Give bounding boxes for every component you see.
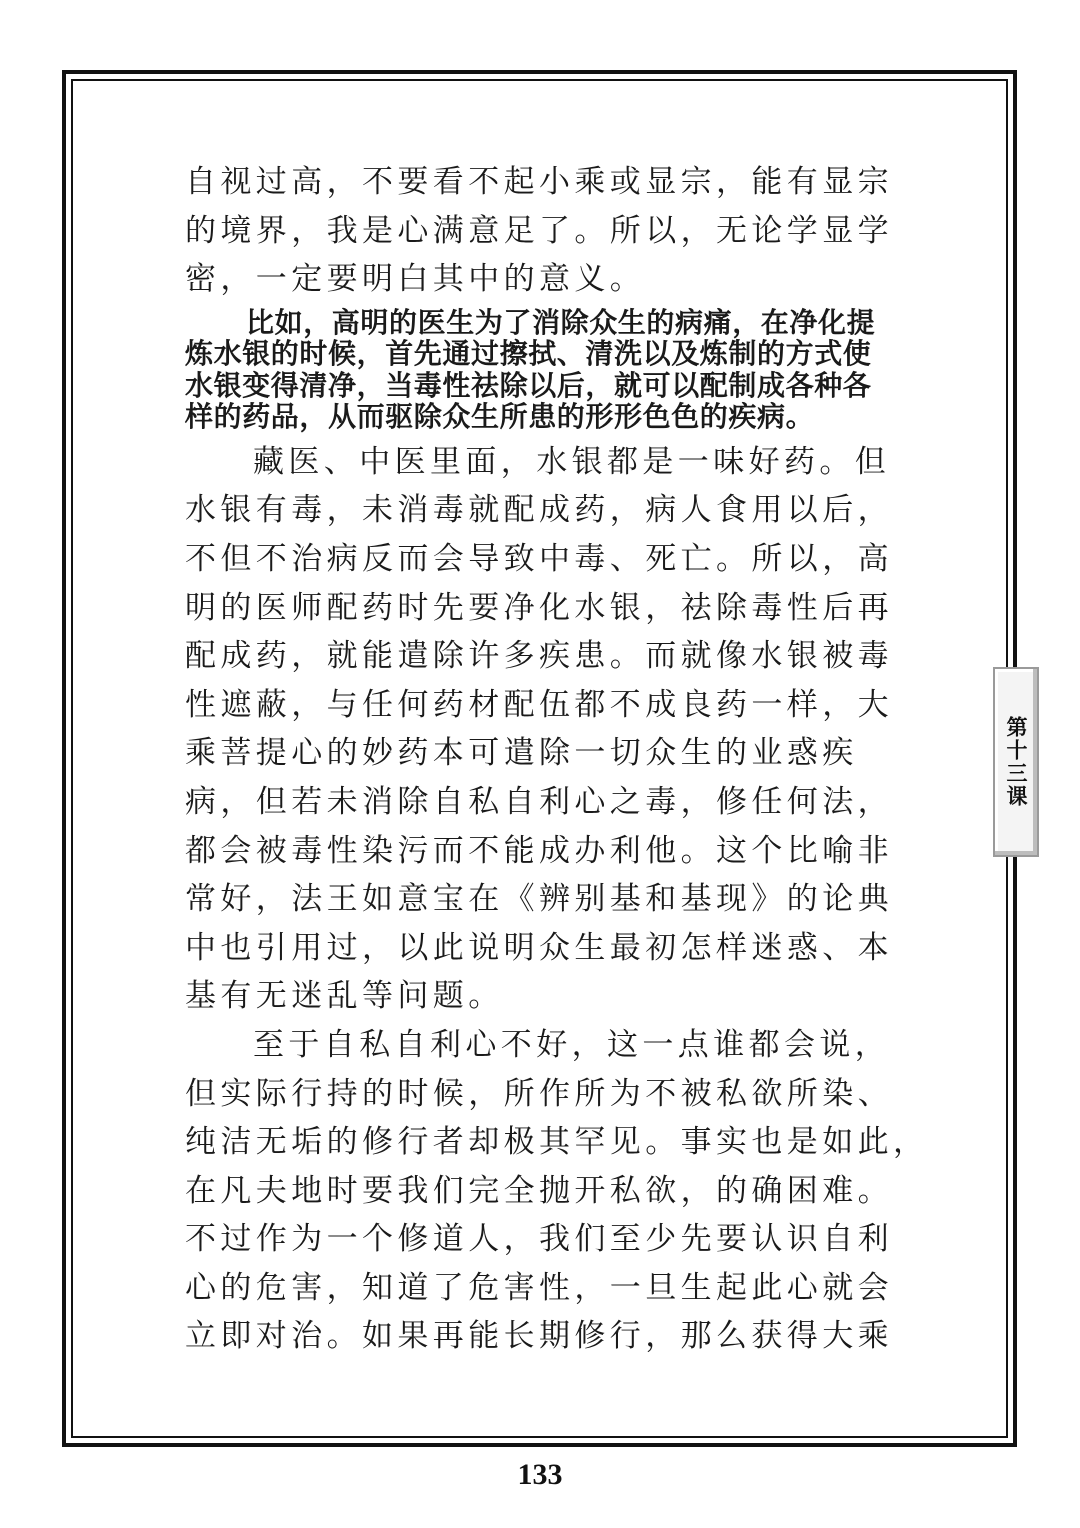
- text-line: 在凡夫地时要我们完全抛开私欲，的确困难。: [185, 1172, 893, 1209]
- text-line: 都会被毒性染污而不能成办利他。这个比喻非: [185, 832, 893, 869]
- body-text: [185, 158, 929, 1361]
- text-line: 不过作为一个修道人，我们至少先要认识自利: [185, 1221, 893, 1258]
- text-line: 不但不治病反而会导致中毒、死亡。所以，高: [185, 540, 893, 577]
- text-line: 乘菩提心的妙药本可遣除一切众生的业惑疾: [185, 735, 858, 772]
- text-line: 水银变得清净，当毒性祛除以后，就可以配制成各种各: [185, 368, 872, 402]
- text-line: 基有无迷乱等问题。: [185, 978, 504, 1015]
- paragraph-4: [185, 1021, 929, 1361]
- page-number: 133: [517, 1458, 563, 1491]
- text-line: 明的医师配药时先要净化水银，祛除毒性后再: [185, 589, 893, 626]
- paragraph-2-quote: [185, 307, 913, 433]
- chapter-tab-label: 第十三课: [1004, 716, 1029, 808]
- text-line: 密，一定要明白其中的意义。: [185, 261, 646, 298]
- text-line: 常好，法王如意宝在《辨别基和基现》的论典: [185, 881, 893, 918]
- text-line: 水银有毒，未消毒就配成药，病人食用以后，: [185, 492, 893, 529]
- text-line: 藏医、中医里面，水银都是一味好药。但: [253, 443, 891, 480]
- text-line: 心的危害，知道了危害性，一旦生起此心就会: [185, 1269, 893, 1306]
- text-line: 自视过高，不要看不起小乘或显宗，能有显宗: [185, 164, 893, 200]
- text-line: 样的药品，从而驱除众生所患的形形色色的疾病。: [185, 400, 815, 434]
- text-line: 中也引用过，以此说明众生最初怎样迷惑、本: [185, 929, 893, 966]
- chapter-side-tab: [993, 667, 1039, 857]
- text-line: 纯洁无垢的修行者却极其罕见。事实也是如此，: [185, 1124, 929, 1161]
- text-line: 性遮蔽，与任何药材配伍都不成良药一样，大: [185, 686, 893, 723]
- text-line: 配成药，就能遣除许多疾患。而就像水银被毒: [185, 638, 893, 675]
- paragraph-1: [185, 158, 913, 304]
- paragraph-3: [185, 438, 913, 1021]
- text-line: 的境界，我是心满意足了。所以，无论学显学: [185, 212, 893, 249]
- text-line: 至于自私自利心不好，这一点谁都会说，: [253, 1026, 891, 1063]
- text-line: 比如，高明的医生为了消除众生的病痛，在净化提: [246, 305, 876, 339]
- text-line: 病，但若未消除自私自利心之毒，修任何法，: [185, 783, 893, 820]
- text-line: 炼水银的时候，首先通过擦拭、清洗以及炼制的方式使: [185, 337, 872, 371]
- text-line: 但实际行持的时候，所作所为不被私欲所染、: [185, 1075, 893, 1112]
- text-line: 立即对治。如果再能长期修行，那么获得大乘: [185, 1318, 893, 1355]
